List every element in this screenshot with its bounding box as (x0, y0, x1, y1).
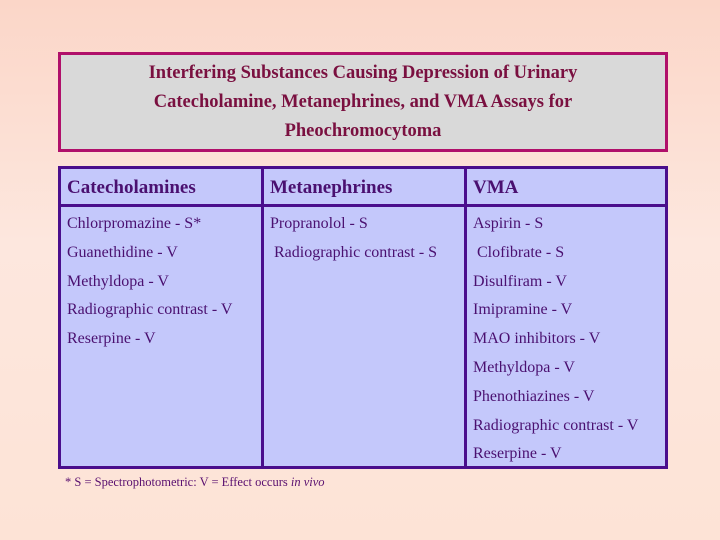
column-catecholamines (61, 169, 261, 466)
footnote-text: * S = Spectrophotometric: V = Effect occurs (65, 475, 291, 489)
list-item: Radiographic contrast - V (67, 301, 233, 319)
list-item: Methyldopa - V (67, 272, 169, 290)
title-line-1: Interfering Substances Causing Depression of Urinary (148, 62, 578, 83)
list-item: Clofibrate - S (473, 243, 565, 261)
slide-title (58, 52, 668, 152)
column-vma (467, 169, 665, 466)
footnote (65, 475, 325, 490)
list-item: Guanethidine - V (67, 243, 178, 261)
list-item: Imipramine - V (473, 301, 573, 319)
footnote-italic: in vivo (290, 475, 325, 489)
list-item: Methyldopa - V (473, 358, 575, 376)
column-metanephrines (264, 169, 464, 466)
list-item: Chlorpromazine - S* (67, 215, 202, 232)
list-item: MAO inhibitors - V (473, 330, 601, 348)
list-item: Reserpine - V (67, 330, 156, 348)
list-item: Propranolol - S (270, 215, 368, 232)
title-line-3: Pheochromocytoma (284, 120, 442, 141)
list-item: Radiographic contrast - V (473, 416, 639, 434)
list-item: Disulfiram - V (473, 272, 567, 290)
list-item: Phenothiazines - V (473, 387, 595, 405)
column-header: Metanephrines (270, 177, 393, 198)
title-line-2: Catecholamine, Metanephrines, and VMA Assays for (153, 91, 573, 112)
list-item: Aspirin - S (473, 215, 544, 232)
column-header: Catecholamines (67, 177, 196, 198)
column-header: VMA (473, 177, 519, 198)
list-item: Radiographic contrast - S (270, 243, 438, 261)
substances-table (58, 166, 668, 469)
list-item: Reserpine - V (473, 445, 562, 463)
